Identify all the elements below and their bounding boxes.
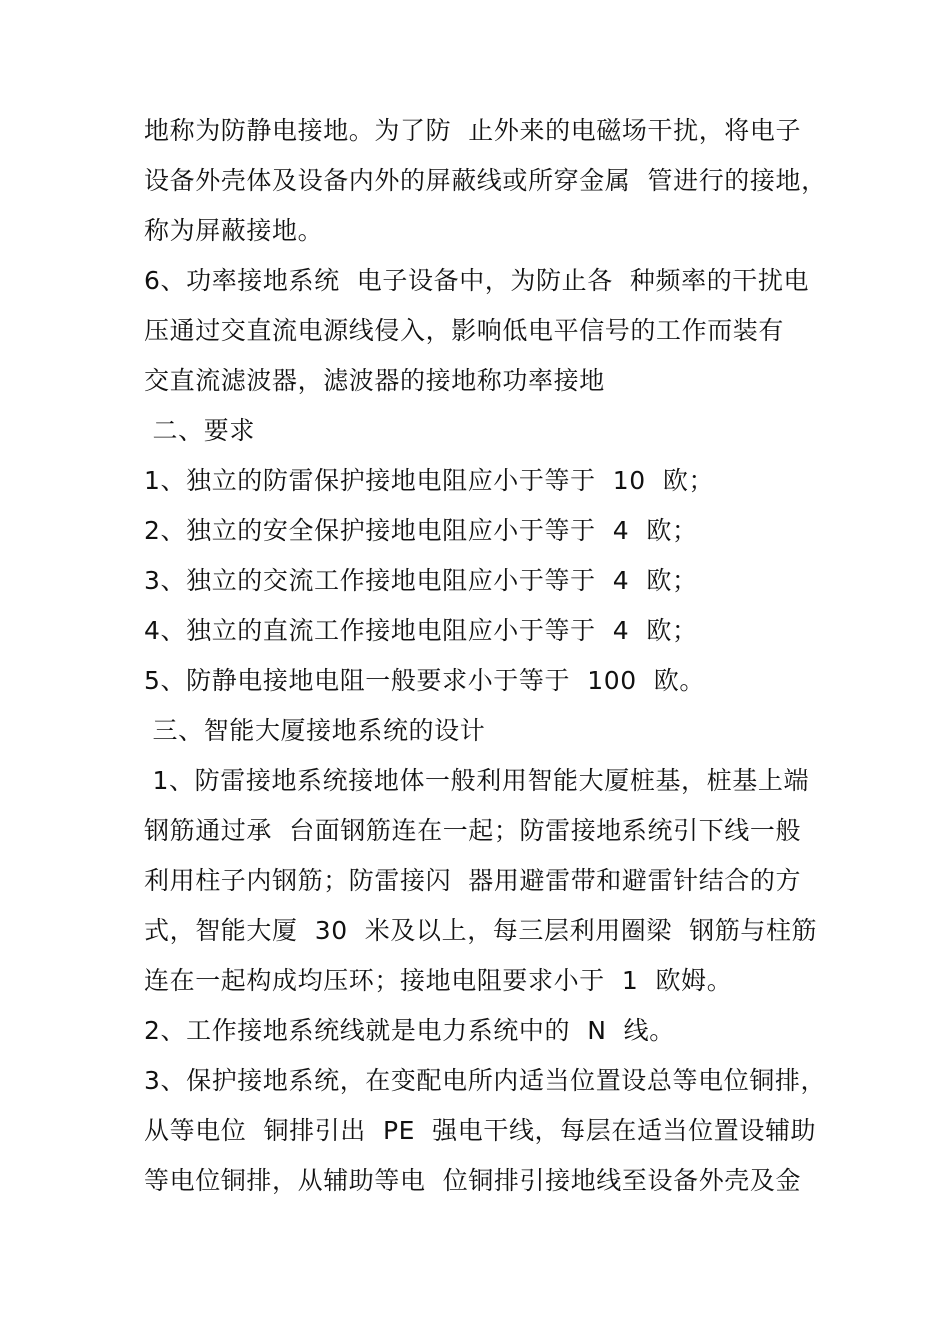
text-line: 地称为防静电接地。为了防 止外来的电磁场干扰，将电子 bbox=[144, 116, 802, 145]
text-line: 钢筋通过承 台面钢筋连在一起；防雷接地系统引下线一般 bbox=[144, 816, 802, 845]
text-line: 1、防雷接地系统接地体一般利用智能大厦桩基，桩基上端 bbox=[144, 766, 810, 795]
text-line: 从等电位 铜排引出 PE 强电干线，每层在适当位置设辅助 bbox=[144, 1116, 817, 1145]
list-item: 5、防静电接地电阻一般要求小于等于 100 欧。 bbox=[144, 666, 706, 695]
text-line: 等电位铜排，从辅助等电 位铜排引接地线至设备外壳及金 bbox=[144, 1166, 802, 1195]
text-line: 式，智能大厦 30 米及以上，每三层利用圈梁 钢筋与柱筋 bbox=[144, 916, 818, 945]
text-line: 交直流滤波器，滤波器的接地称功率接地 bbox=[144, 366, 605, 395]
text-line: 利用柱子内钢筋；防雷接闪 器用避雷带和避雷针结合的方 bbox=[144, 866, 802, 895]
list-item: 3、独立的交流工作接地电阻应小于等于 4 欧； bbox=[144, 566, 698, 595]
text-line: 设备外壳体及设备内外的屏蔽线或所穿金属 管进行的接地， bbox=[144, 166, 827, 195]
text-line: 连在一起构成均压环；接地电阻要求小于 1 欧姆。 bbox=[144, 966, 733, 995]
list-item: 4、独立的直流工作接地电阻应小于等于 4 欧； bbox=[144, 616, 698, 645]
text-line: 3、保护接地系统，在变配电所内适当位置设总等电位铜排， bbox=[144, 1066, 827, 1095]
text-line: 6、功率接地系统 电子设备中，为防止各 种频率的干扰电 bbox=[144, 266, 810, 295]
list-item: 2、独立的安全保护接地电阻应小于等于 4 欧； bbox=[144, 516, 698, 545]
list-item: 1、独立的防雷保护接地电阻应小于等于 10 欧； bbox=[144, 466, 715, 495]
text-line: 称为屏蔽接地。 bbox=[144, 216, 324, 245]
text-line: 2、工作接地系统线就是电力系统中的 N 线。 bbox=[144, 1016, 675, 1045]
section-heading: 三、智能大厦接地系统的设计 bbox=[144, 716, 486, 745]
text-line: 压通过交直流电源线侵入，影响低电平信号的工作而装有 bbox=[144, 316, 785, 345]
section-heading: 二、要求 bbox=[144, 416, 255, 445]
